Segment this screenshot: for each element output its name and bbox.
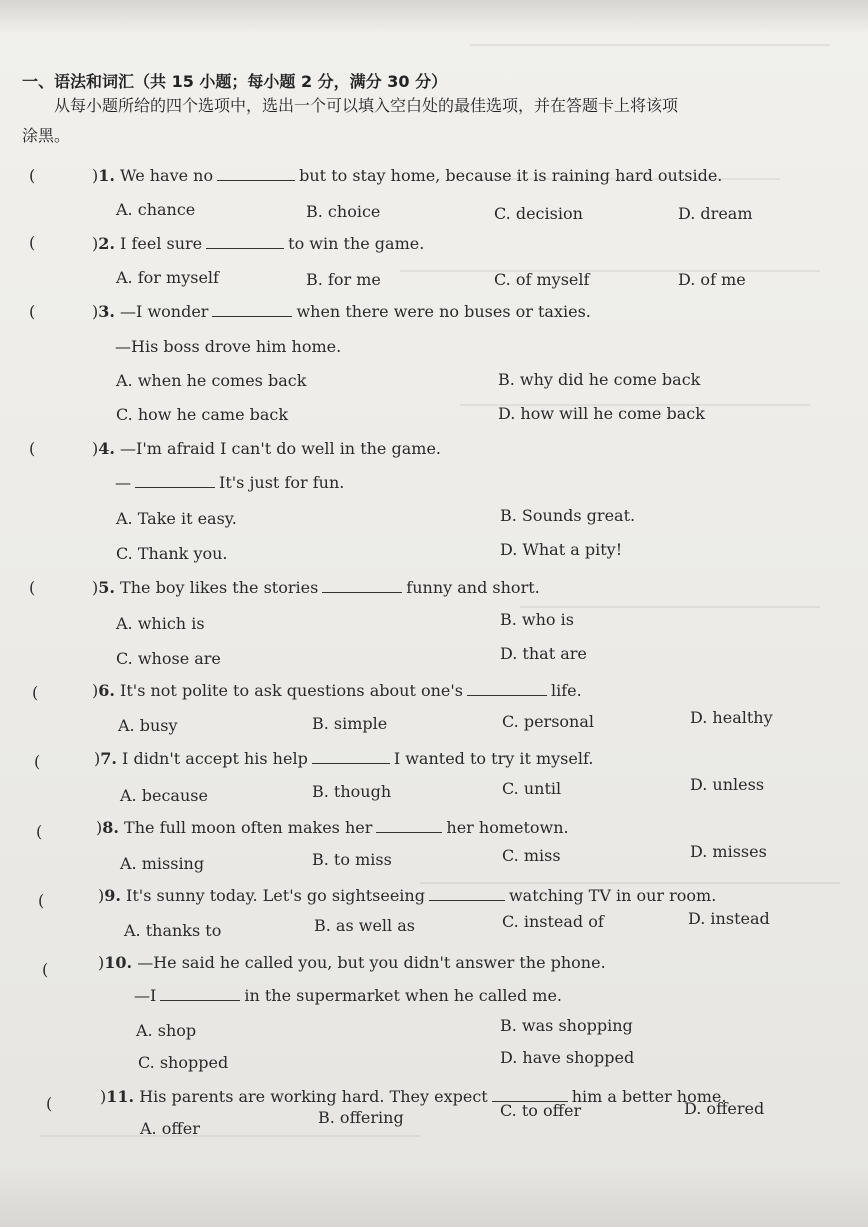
question-number: 2. — [98, 234, 115, 253]
paren-close: ) — [92, 681, 99, 700]
question-text: her hometown. — [446, 818, 569, 837]
option-b: B. why did he come back — [498, 370, 701, 389]
answer-blank — [206, 234, 284, 249]
answer-paren-open: ( — [36, 822, 43, 841]
bleed-through — [470, 44, 830, 46]
option-d: D. offered — [684, 1099, 765, 1118]
paren-close: ) — [92, 439, 99, 458]
question-number: 8. — [102, 818, 119, 837]
option-c: C. whose are — [116, 649, 221, 668]
option-c: C. shopped — [138, 1053, 229, 1072]
answer-blank — [492, 1087, 568, 1102]
question-text: —I — [134, 986, 157, 1005]
answer-blank — [212, 302, 292, 317]
option-b: B. to miss — [312, 850, 392, 869]
question-7 — [94, 749, 593, 768]
answer-blank — [160, 986, 240, 1001]
answer-paren-open: ( — [46, 1094, 53, 1113]
answer-paren-open: ( — [38, 891, 45, 910]
paren-close: ) — [92, 166, 99, 185]
answer-blank — [322, 578, 402, 593]
question-number: 1. — [98, 166, 115, 185]
option-d: D. of me — [678, 270, 746, 289]
answer-blank — [467, 681, 547, 696]
paren-close: ) — [92, 578, 99, 597]
paren-close: ) — [98, 953, 105, 972]
option-d: D. dream — [678, 204, 753, 223]
question-number: 6. — [98, 681, 115, 700]
paren-close: ) — [96, 818, 103, 837]
bleed-through — [520, 606, 820, 608]
answer-paren-open: ( — [29, 233, 36, 252]
question-10 — [98, 953, 606, 972]
option-d: D. how will he come back — [498, 404, 705, 423]
option-b: B. was shopping — [500, 1016, 633, 1035]
answer-blank — [312, 749, 390, 764]
answer-blank — [376, 818, 442, 833]
paren-close: ) — [92, 234, 99, 253]
question-number: 9. — [104, 886, 121, 905]
question-1 — [92, 166, 722, 185]
question-text: when there were no buses or taxies. — [296, 302, 591, 321]
question-text: to win the game. — [288, 234, 425, 253]
paren-close: ) — [92, 302, 99, 321]
answer-blank — [135, 473, 215, 488]
option-a: A. chance — [116, 200, 196, 219]
answer-paren-open: ( — [42, 960, 49, 979]
question-text: funny and short. — [406, 578, 540, 597]
paren-close: ) — [98, 886, 105, 905]
option-c: C. until — [502, 779, 562, 798]
question-text: —He said he called you, but you didn't answer the phone. — [137, 953, 606, 972]
option-d: D. instead — [688, 909, 770, 928]
question-text: We have no — [120, 166, 214, 185]
answer-paren-open: ( — [32, 683, 39, 702]
question-text: His parents are working hard. They expect — [139, 1087, 488, 1106]
question-number: 3. — [98, 302, 115, 321]
question-text: The full moon often makes her — [124, 818, 373, 837]
question-text: I didn't accept his help — [122, 749, 308, 768]
section-title: 一、语法和词汇（共 15 小题；每小题 2 分，满分 30 分） — [22, 72, 448, 91]
option-a: A. Take it easy. — [116, 509, 237, 528]
answer-paren-open: ( — [29, 166, 36, 185]
option-a: A. because — [120, 786, 208, 805]
question-text: watching TV in our room. — [508, 886, 717, 905]
instruction-text: 涂黑。 — [22, 126, 71, 145]
answer-paren-open: ( — [34, 752, 41, 771]
option-c: C. miss — [502, 846, 561, 865]
page-edge-shadow — [0, 1167, 868, 1227]
question-3-response: —His boss drove him home. — [115, 337, 342, 356]
question-number: 7. — [100, 749, 117, 768]
option-a: A. shop — [136, 1021, 197, 1040]
bleed-through — [40, 1135, 420, 1137]
answer-blank — [217, 166, 295, 181]
question-text: life. — [550, 681, 582, 700]
question-5 — [92, 578, 540, 597]
option-b: B. choice — [306, 202, 381, 221]
option-c: C. of myself — [494, 270, 590, 289]
option-d: D. misses — [690, 842, 767, 861]
option-a: A. busy — [118, 716, 178, 735]
paren-close: ) — [94, 749, 101, 768]
question-4-response — [115, 473, 344, 492]
question-text: but to stay home, because it is raining hard outside. — [299, 166, 723, 185]
option-b: B. offering — [318, 1108, 404, 1127]
question-text: I feel sure — [120, 234, 203, 253]
option-c: C. Thank you. — [116, 544, 228, 563]
question-text: — — [115, 473, 131, 492]
question-text: It's not polite to ask questions about one's — [120, 681, 463, 700]
bleed-through — [400, 270, 820, 272]
option-a: A. which is — [116, 614, 205, 633]
option-a: A. for myself — [116, 268, 219, 287]
option-a: A. offer — [140, 1119, 200, 1138]
question-number: 11. — [106, 1087, 135, 1106]
question-11 — [100, 1087, 726, 1106]
option-d: D. that are — [500, 644, 587, 663]
answer-paren-open: ( — [29, 439, 36, 458]
option-c: C. decision — [494, 204, 583, 223]
question-3 — [92, 302, 591, 321]
option-b: B. Sounds great. — [500, 506, 636, 525]
question-number: 10. — [104, 953, 133, 972]
option-d: D. healthy — [690, 708, 773, 727]
question-text: in the supermarket when he called me. — [244, 986, 563, 1005]
question-number: 5. — [98, 578, 115, 597]
option-b: B. who is — [500, 610, 574, 629]
question-number: 4. — [98, 439, 115, 458]
answer-paren-open: ( — [29, 578, 36, 597]
question-text: —I wonder — [120, 302, 209, 321]
bleed-through — [420, 882, 840, 884]
option-b: B. for me — [306, 270, 381, 289]
question-4 — [92, 439, 441, 458]
question-2 — [92, 234, 424, 253]
option-a: A. thanks to — [124, 921, 222, 940]
question-text: It's sunny today. Let's go sightseeing — [126, 886, 425, 905]
question-text: I wanted to try it myself. — [393, 749, 594, 768]
question-text: —I'm afraid I can't do well in the game. — [120, 439, 441, 458]
option-c: C. how he came back — [116, 405, 289, 424]
option-a: A. missing — [120, 854, 205, 873]
option-b: B. as well as — [314, 916, 415, 935]
page-edge-shadow — [0, 0, 868, 34]
option-a: A. when he comes back — [116, 371, 307, 390]
answer-blank — [429, 886, 505, 901]
instruction-text: 从每小题所给的四个选项中，选出一个可以填入空白处的最佳选项，并在答题卡上将该项 — [54, 96, 679, 115]
paren-close: ) — [100, 1087, 107, 1106]
question-10-response — [134, 986, 562, 1005]
question-text: The boy likes the stories — [120, 578, 319, 597]
option-d: D. What a pity! — [500, 540, 623, 559]
option-c: C. instead of — [502, 912, 604, 931]
question-text: It's just for fun. — [219, 473, 345, 492]
question-6 — [92, 681, 582, 700]
option-c: C. to offer — [500, 1101, 582, 1120]
option-b: B. simple — [312, 714, 388, 733]
option-b: B. though — [312, 782, 392, 801]
option-c: C. personal — [502, 712, 595, 731]
option-d: D. unless — [690, 775, 765, 794]
question-9 — [98, 886, 716, 905]
option-d: D. have shopped — [500, 1048, 635, 1067]
question-8 — [96, 818, 569, 837]
answer-paren-open: ( — [29, 302, 36, 321]
question-text: him a better home. — [571, 1087, 727, 1106]
